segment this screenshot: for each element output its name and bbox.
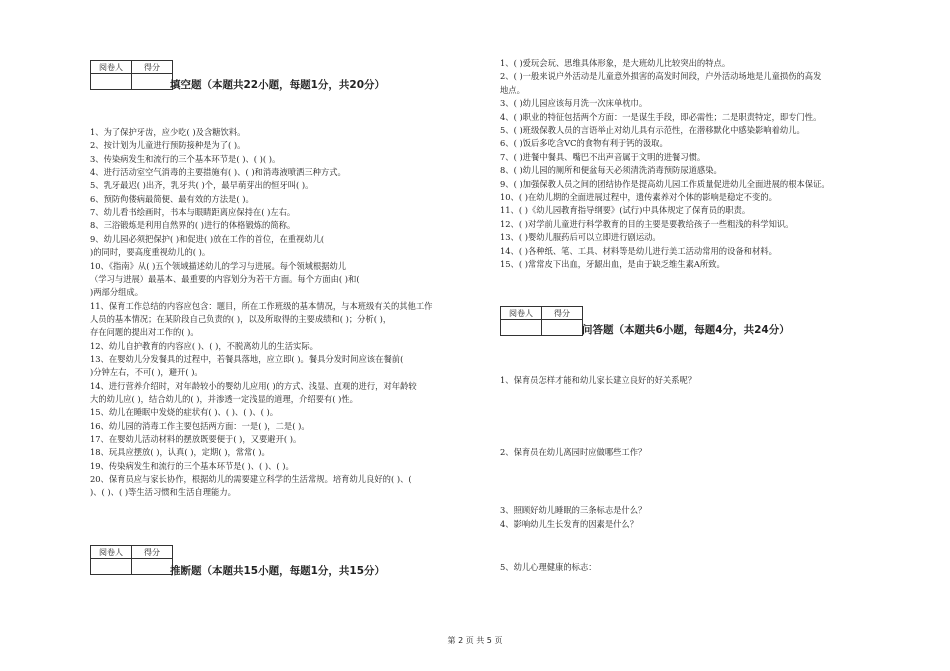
judge-line: 7、( )进餐中餐具、嘴巴不出声音属于文明的进餐习惯。 (500, 151, 706, 162)
judge-line: 15、( )常常皮下出血，牙龈出血，是由于缺乏维生素A所致。 (500, 259, 725, 269)
judge-line: 1、( )爱玩会玩、思维具体形象，是大班幼儿比较突出的特点。 (500, 58, 731, 68)
judge-line: 9、( )加强保教人员之间的团结协作是提高幼儿园工作质量促进幼儿全面进展的根本保证。 (500, 178, 830, 189)
score-label: 得分 (132, 61, 173, 74)
reviewer-label: 阅卷人 (91, 546, 132, 559)
score-box-fill (90, 60, 173, 90)
fill-line: 大的幼儿应( )，结合幼儿的( )，并渗透一定浅显的道理，介绍要有( )性。 (90, 394, 358, 404)
score-box-judge (90, 545, 173, 575)
fill-line: )两部分组成。 (90, 287, 144, 298)
fill-line: 17、在婴幼儿活动材料的摆放既要便于( )，又要避开( )。 (90, 434, 302, 445)
score-cell[interactable] (132, 74, 173, 90)
judge-line: 10、( )在幼儿期的全面进展过程中，遗传素养对个体的影响是稳定不变的。 (500, 192, 777, 202)
fill-line: 4、进行活动室空气消毒的主要措施有( )、( )和消毒液喷洒三种方式。 (90, 167, 346, 178)
score-cell[interactable] (132, 559, 173, 575)
fill-line: 14、进行营养介绍时，对年龄较小的婴幼儿应用( )的方式、浅显、直观的进行，对年龄较 (90, 380, 417, 391)
judge-line: 8、( )幼儿园的厕所和便盆每天必须清洗消毒预防尿道感染。 (500, 165, 722, 176)
fill-line: )分钟左右，不可( )，避开( )。 (90, 367, 203, 378)
reviewer-label: 阅卷人 (501, 307, 542, 320)
judge-line: 地点。 (500, 84, 525, 95)
fill-line: 13、在婴幼儿分发餐具的过程中，若餐具落地，应立即( )。餐具分发时间应该在餐前( (90, 353, 404, 364)
judge-line: 14、( )各种纸、笔、工具、材料等是幼儿进行美工活动常用的设备和材料。 (500, 245, 777, 256)
reviewer-cell[interactable] (91, 559, 132, 575)
fill-line: 5、乳牙最迟( )出齐，乳牙共( )个，最早萌芽出的恒牙叫( )。 (90, 180, 314, 191)
page-number: 第 2 页 共 5 页 (447, 636, 503, 645)
qa-section-title: 问答题（本题共6小题，每题4分，共24分） (582, 324, 790, 336)
fill-line: 存在问题的提出对工作的( )。 (90, 327, 199, 338)
qa-question-3: 3、照顾好幼儿睡眠的三条标志是什么？ (500, 505, 647, 515)
fill-line: 1、为了保护牙齿，应少吃( )及含糖饮料。 (90, 127, 246, 137)
fill-line: 18、玩具应摆放( )，认真( )，定期( )，常常( )。 (90, 447, 270, 458)
judge-line: 2、( )一般来说户外活动是儿童意外损害的高发时间段，户外活动场地是儿童损伤的高发 (500, 71, 822, 82)
fill-line: 12、幼儿自护教育的内容应( )、( )，不脱离幼儿的生活实际。 (90, 340, 318, 351)
fill-line: )、( )、( )等生活习惯和生活自理能力。 (90, 487, 236, 498)
fill-line: 20、保育员应与家长协作，根据幼儿的需要建立科学的生活常规。培育幼儿良好的( )、( (90, 474, 412, 485)
fill-line: 11、保育工作总结的内容应包含：题目，所在工作班级的基本情况，与本班级有关的其他工作 (90, 300, 433, 311)
fill-line: 8、三浴锻炼是利用自然界的( )进行的体格锻炼的简称。 (90, 220, 296, 231)
fill-section-title: 填空题（本题共22小题，每题1分，共20分） (170, 79, 386, 91)
fill-line: 9、幼儿园必须把保护( )和促进( )放在工作的首位，在重视幼儿( (90, 233, 325, 244)
judge-line: 12、( )对学前儿童进行科学教育的目的主要是要教给孩子一些粗浅的科学知识。 (500, 218, 794, 229)
judge-section-title: 推断题（本题共15小题，每题1分，共15分） (170, 565, 386, 577)
fill-line: 19、传染病发生和流行的三个基本环节是( )、( )、( )。 (90, 460, 294, 471)
judge-line: 5、( )班级保教人员的言语举止对幼儿具有示范性，在潜移默化中感染影响着幼儿。 (500, 125, 805, 135)
qa-question-4: 4、影响幼儿生长发育的因素是什么？ (500, 519, 639, 529)
qa-question-2: 2、保育员在幼儿离园时应做哪些工作？ (500, 447, 647, 457)
fill-line: )的同时，要高度重视幼儿的( )。 (90, 247, 211, 258)
qa-question-5: 5、幼儿心理健康的标志： (500, 562, 597, 572)
score-label: 得分 (542, 307, 583, 320)
score-label: 得分 (132, 546, 173, 559)
fill-line: 6、预防佝偻病最简便、最有效的方法是( )。 (90, 193, 254, 204)
fill-line: 7、幼儿看书绘画时，书本与眼睛距离应保持在( )左右。 (90, 207, 296, 218)
reviewer-label: 阅卷人 (91, 61, 132, 74)
judge-line: 11、( )《幼儿园教育指导纲要》(试行)中具体规定了保育员的职责。 (500, 205, 751, 216)
fill-line: 2、按计划为儿童进行预防接种是为了( )。 (90, 140, 246, 151)
reviewer-cell[interactable] (501, 320, 542, 336)
qa-question-1: 1、保育员怎样才能和幼儿家长建立良好的好关系呢？ (500, 375, 697, 385)
judge-line: 3、( )幼儿园应该每月洗一次床单枕巾。 (500, 98, 648, 109)
fill-line: 人员的基本情况；在某阶段自己负责的( )，以及所取得的主要成绩和( )；分析( )， (90, 313, 392, 324)
fill-line: 16、幼儿园的消毒工作主要包括两方面：一是( )，二是( )。 (90, 420, 310, 431)
judge-line: 13、( )婴幼儿服药后可以立即进行剧运动。 (500, 232, 661, 243)
fill-line: 10、《指南》从( )五个领域描述幼儿的学习与进展。每个领域根据幼儿 (90, 260, 347, 271)
fill-line: 3、传染病发生和流行的三个基本环节是( )、( )( )。 (90, 153, 281, 164)
score-cell[interactable] (542, 320, 583, 336)
judge-line: 4、( )职业的特征包括两个方面：一是谋生手段，即必需性；二是职责特定，即专门性。 (500, 111, 822, 122)
fill-line: （学习与进展）最基本、最重要的内容划分为若干方面。每个方面由( )和( (90, 273, 360, 284)
judge-line: 6、( )饭后多吃含VC的食物有利于钙的汲取。 (500, 138, 668, 149)
fill-line: 15、幼儿在睡眠中发烧的症状有( )、( )、( )、( )。 (90, 407, 279, 418)
score-box-qa (500, 306, 583, 336)
reviewer-cell[interactable] (91, 74, 132, 90)
